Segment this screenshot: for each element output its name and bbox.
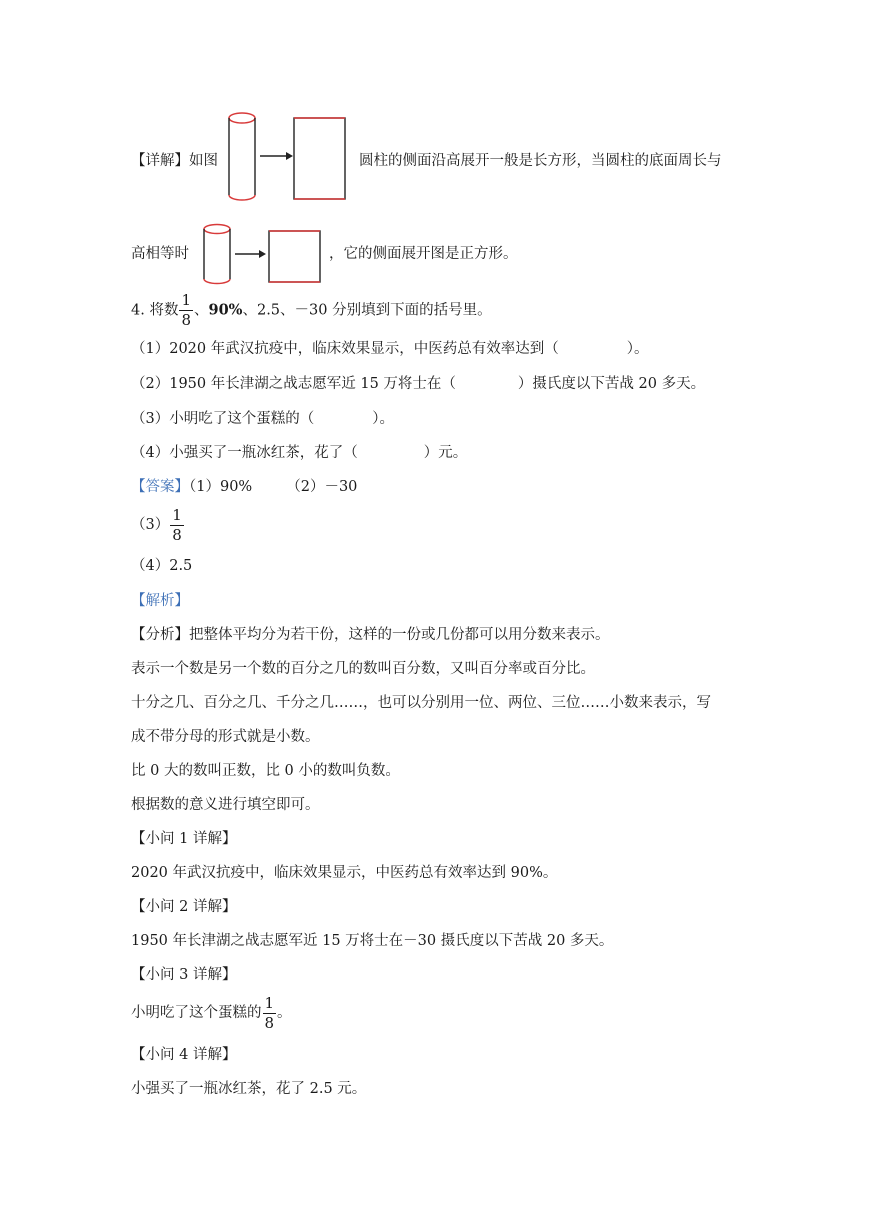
answer-4: （4）2.5 xyxy=(131,558,193,574)
analysis-line-4: 成不带分母的形式就是小数。 xyxy=(131,729,320,745)
question-rest: 、2.5、－30 分别填到下面的括号里。 xyxy=(242,302,492,319)
square-icon xyxy=(269,231,320,282)
answer-3-fraction xyxy=(170,507,184,544)
sub-detail-1-title: 【小问 1 详解】 xyxy=(131,831,237,847)
sub-detail-3-text xyxy=(131,994,292,1032)
question-lead: 将数 xyxy=(149,302,179,319)
item-text-after: ）。 xyxy=(372,411,394,427)
detail-label: 【详解】如图 xyxy=(131,153,218,169)
question-item-4 xyxy=(131,443,467,463)
sub-detail-2-text: 1950 年长津湖之战志愿军近 15 万将士在－30 摄氏度以下苦战 20 多天。 xyxy=(131,933,614,949)
analysis-line-6: 根据数的意义进行填空即可。 xyxy=(131,797,320,813)
item-text-after: ）摄氏度以下苦战 20 多天。 xyxy=(517,376,706,392)
item-text-before: 1950 年长津湖之战志愿军近 15 万将士在（ xyxy=(169,376,456,392)
item-text-after: ）元。 xyxy=(423,445,468,461)
sub-detail-3-title: 【小问 3 详解】 xyxy=(131,967,237,983)
question-item-3 xyxy=(131,409,394,429)
analysis-line-1: 【分析】把整体平均分为若干份，这样的一份或几份都可以用分数来表示。 xyxy=(131,627,610,643)
answer-2: （2）－30 xyxy=(286,479,358,495)
analysis-label: 【解析】 xyxy=(131,593,189,609)
arrow-icon xyxy=(235,250,266,258)
fraction-numerator: 1 xyxy=(264,993,275,1012)
fraction-denominator: 8 xyxy=(264,1013,275,1032)
detail-text-line1: 圆柱的侧面沿高展开一般是长方形，当圆柱的底面周长与 xyxy=(359,153,722,169)
detail-text-line2-suffix: ，它的侧面展开图是正方形。 xyxy=(329,246,518,262)
fraction-numerator: 1 xyxy=(181,291,191,309)
item-label: （3） xyxy=(131,411,170,427)
sub-detail-4-text: 小强买了一瓶冰红茶，花了 2.5 元。 xyxy=(131,1081,367,1097)
item-text-before: 2020 年武汉抗疫中，临床效果显示，中医药总有效率达到（ xyxy=(169,341,559,357)
question-4-stem xyxy=(131,292,492,329)
cylinder-icon xyxy=(229,113,255,200)
item-text-before: 小强买了一瓶冰红茶，花了（ xyxy=(169,445,358,461)
arrow-icon xyxy=(260,152,293,160)
question-item-1 xyxy=(131,339,649,359)
answer-row-1 xyxy=(131,477,357,497)
question-percent: 90% xyxy=(208,301,243,319)
sub-detail-3-before: 小明吃了这个蛋糕的 xyxy=(131,1005,262,1021)
cylinder-to-rectangle-figure xyxy=(226,110,356,204)
answer-1: （1）90% xyxy=(189,479,253,495)
analysis-line-2: 表示一个数是另一个数的百分之几的数叫百分数，又叫百分率或百分比。 xyxy=(131,661,595,677)
item-label: （1） xyxy=(131,341,170,357)
item-text-before: 小明吃了这个蛋糕的（ xyxy=(169,411,315,427)
question-number: 4. xyxy=(131,302,145,319)
item-label: （4） xyxy=(131,445,170,461)
item-label: （2） xyxy=(131,376,170,392)
answer-3-label: （3） xyxy=(131,517,170,533)
question-fraction xyxy=(179,292,193,329)
sub-detail-3-fraction xyxy=(263,995,277,1032)
sub-detail-2-title: 【小问 2 详解】 xyxy=(131,899,237,915)
question-sep: 、 xyxy=(194,302,209,319)
cylinder-icon xyxy=(204,225,230,284)
sub-detail-4-title: 【小问 4 详解】 xyxy=(131,1047,237,1063)
sub-detail-3-after: 。 xyxy=(277,1005,292,1021)
answer-row-3 xyxy=(131,506,185,544)
fraction-denominator: 8 xyxy=(172,525,182,544)
analysis-line-5: 比 0 大的数叫正数，比 0 小的数叫负数。 xyxy=(131,763,400,779)
detail-text-line2-prefix: 高相等时 xyxy=(131,246,189,262)
item-text-after: ）。 xyxy=(626,341,649,357)
rectangle-icon xyxy=(294,118,345,199)
analysis-line-3: 十分之几、百分之几、千分之几……，也可以分别用一位、两位、三位……小数来表示，写 xyxy=(131,695,711,711)
sub-detail-1-text: 2020 年武汉抗疫中，临床效果显示，中医药总有效率达到 90%。 xyxy=(131,865,558,881)
answer-label: 【答案】 xyxy=(131,479,189,495)
cylinder-to-square-figure xyxy=(201,222,327,286)
fraction-numerator: 1 xyxy=(172,505,182,524)
fraction-denominator: 8 xyxy=(181,311,191,329)
question-item-2 xyxy=(131,374,705,394)
